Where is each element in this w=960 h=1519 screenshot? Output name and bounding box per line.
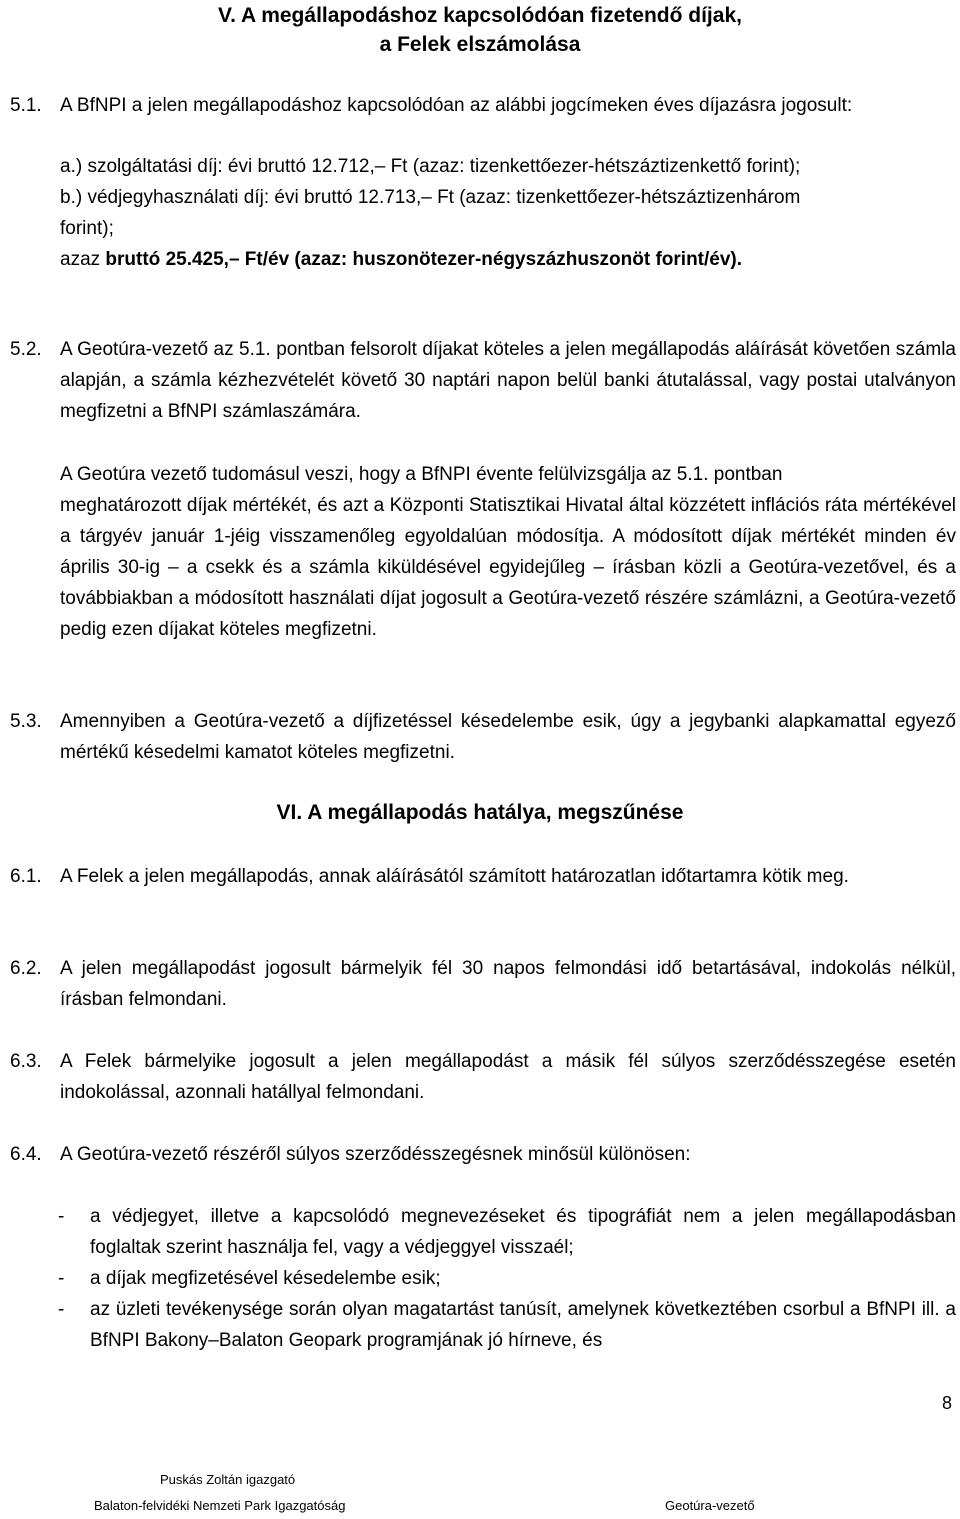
clause-6-3-text: A Felek bármelyike jogosult a jelen megállapodást a másik fél súlyos szerződésszegése esetén indokolással, azonnali hatállyal felmondani. [60, 1051, 956, 1103]
fee-service-line: a.) szolgáltatási díj: évi bruttó 12.712,– Ft (azaz: tizenkettőezer-hétszáztizenkettő forint); [60, 156, 801, 177]
clause-number-6-2: 6.2. [10, 958, 42, 979]
bullet-dash: - [58, 1268, 65, 1289]
clause-6-4-text: A Geotúra-vezető részéről súlyos szerződésszegésnek minősül különösen: [60, 1144, 691, 1165]
clause-6-2-text: A jelen megállapodást jogosult bármelyik fél 30 napos felmondási idő betartásával, indokolás nélkül, írásban felmondani. [60, 958, 956, 1010]
clause-number-6-3: 6.3. [10, 1051, 42, 1072]
footer-right-party: Geotúra-vezető [665, 1498, 755, 1513]
bullet-dash: - [58, 1299, 65, 1320]
list-item: az üzleti tevékenysége során olyan magatartást tanúsít, amelynek következtében csorbul a BfNPI ill. a BfNPI Bakony–Balaton Geopark programjának jó hírneve, és [90, 1299, 956, 1351]
fee-total-line [60, 244, 742, 275]
clause-5-2-text: A Geotúra-vezető az 5.1. pontban felsorolt díjakat köteles a jelen megállapodás aláírását követően számla alapján, a számla kézhezvételét követő 30 naptári napon belül banki átutalással, vagy postai utalványon megfizetni a BfNPI számlaszámára. [60, 339, 956, 422]
section-5-title-line-1: V. A megállapodáshoz kapcsolódóan fizetendő díjak, [218, 4, 742, 27]
clause-number-6-4: 6.4. [10, 1144, 42, 1165]
clause-number-6-1: 6.1. [10, 866, 42, 887]
bullet-dash: - [58, 1206, 65, 1227]
footer-signer-organization: Balaton-felvidéki Nemzeti Park Igazgatóság [94, 1498, 346, 1513]
section-6-title: VI. A megállapodás hatálya, megszűnése [276, 801, 684, 824]
footer-signer-name: Puskás Zoltán igazgató [160, 1472, 296, 1487]
clause-number-5-3: 5.3. [10, 711, 42, 732]
clause-6-1-text: A Felek a jelen megállapodás, annak aláírásától számított határozatlan időtartamra kötik meg. [60, 866, 849, 887]
list-item: a díjak megfizetésével késedelembe esik; [90, 1268, 441, 1289]
clause-number-5-2: 5.2. [10, 339, 42, 360]
clause-5-3-text: Amennyiben a Geotúra-vezető a díjfizetéssel késedelembe esik, úgy a jegybanki alapkamattal egyező mértékű késedelmi kamatot köteles megfizetni. [60, 711, 956, 763]
fee-total-prefix: azaz [60, 249, 106, 270]
fee-trademark-line-continued: forint); [60, 218, 114, 239]
page-number: 8 [941, 1393, 952, 1413]
fee-total-amount: bruttó 25.425,– Ft/év (azaz: huszonötezer-négyszázhuszonöt forint/év). [105, 249, 743, 270]
clause-5-1-text: A BfNPI a jelen megállapodáshoz kapcsolódóan az alábbi jogcímeken éves díjazásra jogosult: [60, 95, 853, 116]
section-5-title-line-2: a Felek elszámolása [379, 33, 581, 56]
list-item: a védjegyet, illetve a kapcsolódó megnevezéseket és tipográfiát nem a jelen megállapodásban foglaltak szerint használja fel, vagy a védjeggyel visszaél; [90, 1206, 956, 1258]
clause-number-5-1: 5.1. [10, 95, 42, 116]
clause-5-2-review-first-line: A Geotúra vezető tudomásul veszi, hogy a BfNPI évente felülvizsgálja az 5.1. pontban [60, 464, 783, 485]
fee-trademark-line: b.) védjegyhasználati díj: évi bruttó 12.713,– Ft (azaz: tizenkettőezer-hétszáztizenhárom [60, 187, 801, 208]
clause-5-2-review-text: meghatározott díjak mértékét, és azt a Központi Statisztikai Hivatal által közzétett inflációs ráta mértékével a tárgyév január 1-jéig visszamenőleg egyoldalúan módosítja. A módosított díjak mértékét minden év április 30-ig – a csekk és a számla kiküldésével egyidejűleg – írásban közli a Geotúra-vezetővel, és a továbbiakban a módosított használati díjat jogosult a Geotúra-vezető részére számlázni, a Geotúra-vezető pedig ezen díjakat köteles megfizetni. [60, 495, 956, 640]
